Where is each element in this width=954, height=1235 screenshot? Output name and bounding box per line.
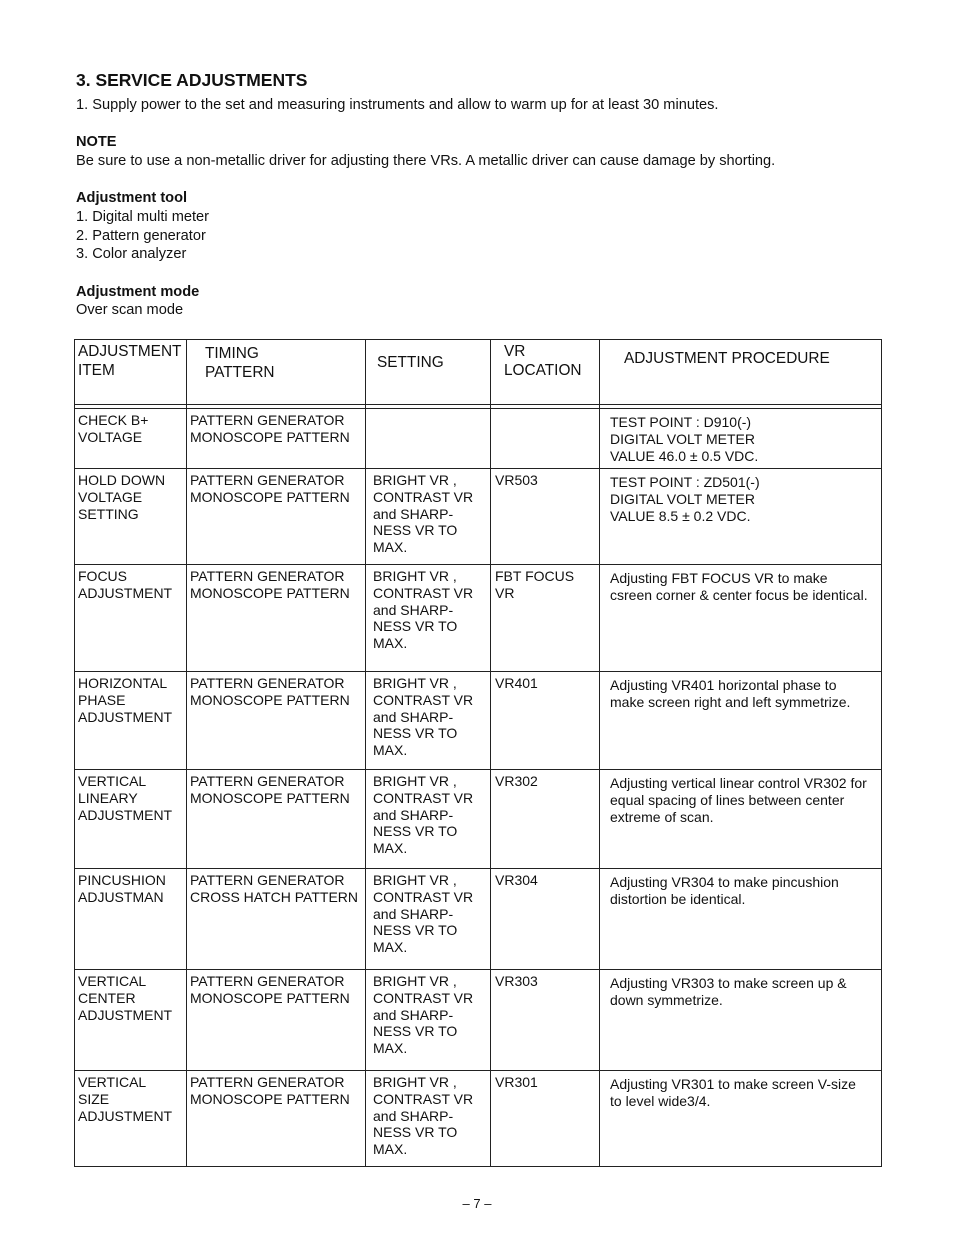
table-row xyxy=(75,970,882,1071)
cell-vr: VR303 xyxy=(495,973,538,989)
table-row xyxy=(75,565,882,672)
note-heading: NOTE xyxy=(76,134,117,150)
table-row xyxy=(75,869,882,970)
table-header-row xyxy=(75,340,882,405)
table-body xyxy=(75,409,882,1167)
adjustment-table xyxy=(74,339,882,1167)
cell-item: VERTICAL SIZE ADJUSTMENT xyxy=(78,1074,173,1124)
cell-vr: VR301 xyxy=(495,1074,538,1090)
cell-setting: BRIGHT VR , CONTRAST VR and SHARP- NESS VR TO MAX. xyxy=(373,872,474,956)
cell-timing: PATTERN GENERATOR MONOSCOPE PATTERN xyxy=(190,773,350,806)
cell-timing: PATTERN GENERATOR MONOSCOPE PATTERN xyxy=(190,1074,350,1107)
intro-text: 1. Supply power to the set and measuring instruments and allow to warm up for at least 30 minutes. xyxy=(76,97,719,113)
cell-procedure: Adjusting VR304 to make pincushion distortion be identical. xyxy=(610,874,839,907)
header-setting: SETTING xyxy=(377,354,444,371)
cell-procedure: TEST POINT : ZD501(-) DIGITAL VOLT METER VALUE 8.5 ± 0.2 VDC. xyxy=(610,474,760,524)
cell-timing: PATTERN GENERATOR MONOSCOPE PATTERN xyxy=(190,412,350,445)
cell-procedure: Adjusting VR303 to make screen up & down symmetrize. xyxy=(610,975,847,1008)
section-title: 3. SERVICE ADJUSTMENTS xyxy=(76,70,308,90)
mode-heading: Adjustment mode xyxy=(76,284,200,300)
cell-setting: BRIGHT VR , CONTRAST VR and SHARP- NESS VR TO MAX. xyxy=(373,1074,474,1158)
tool-heading: Adjustment tool xyxy=(76,190,188,206)
page-number: – 7 – xyxy=(462,1196,492,1211)
cell-item: VERTICAL CENTER ADJUSTMENT xyxy=(78,973,173,1023)
cell-setting: BRIGHT VR , CONTRAST VR and SHARP- NESS VR TO MAX. xyxy=(373,472,474,556)
cell-vr: VR304 xyxy=(495,872,538,888)
cell-procedure: Adjusting VR301 to make screen V-size to level wide3/4. xyxy=(610,1076,856,1109)
header-procedure: ADJUSTMENT PROCEDURE xyxy=(624,350,830,367)
cell-vr: FBT FOCUS VR xyxy=(495,568,575,601)
cell-procedure: Adjusting FBT FOCUS VR to make csreen corner & center focus be identical. xyxy=(610,570,868,603)
note-text: Be sure to use a non-metallic driver for adjusting there VRs. A metallic driver can cause damage by shorting. xyxy=(76,153,776,169)
header-item: ADJUSTMENT ITEM xyxy=(78,343,182,379)
cell-timing: PATTERN GENERATOR MONOSCOPE PATTERN xyxy=(190,675,350,708)
cell-setting: BRIGHT VR , CONTRAST VR and SHARP- NESS VR TO MAX. xyxy=(373,973,474,1057)
cell-setting: BRIGHT VR , CONTRAST VR and SHARP- NESS VR TO MAX. xyxy=(373,773,474,857)
tool-item-2: 2. Pattern generator xyxy=(76,228,206,244)
cell-vr: VR503 xyxy=(495,472,538,488)
table-row xyxy=(75,770,882,869)
tool-item-3: 3. Color analyzer xyxy=(76,246,187,262)
cell-timing: PATTERN GENERATOR MONOSCOPE PATTERN xyxy=(190,568,350,601)
cell-item: VERTICAL LINEARY ADJUSTMENT xyxy=(78,773,173,823)
cell-procedure: Adjusting VR401 horizontal phase to make screen right and left symmetrize. xyxy=(610,677,851,710)
cell-procedure: TEST POINT : D910(-) DIGITAL VOLT METER VALUE 46.0 ± 0.5 VDC. xyxy=(610,414,759,464)
cell-item: PINCUSHION ADJUSTMAN xyxy=(78,872,166,905)
cell-item: HOLD DOWN VOLTAGE SETTING xyxy=(78,472,166,522)
cell-timing: PATTERN GENERATOR MONOSCOPE PATTERN xyxy=(190,472,350,505)
cell-procedure: Adjusting vertical linear control VR302 for equal spacing of lines between center extreme of scan. xyxy=(610,775,867,825)
cell-setting: BRIGHT VR , CONTRAST VR and SHARP- NESS VR TO MAX. xyxy=(373,568,474,652)
mode-text: Over scan mode xyxy=(76,302,184,318)
header-vr: VR LOCATION xyxy=(504,343,582,379)
cell-timing: PATTERN GENERATOR MONOSCOPE PATTERN xyxy=(190,973,350,1006)
tool-item-1: 1. Digital multi meter xyxy=(76,209,210,225)
table-row xyxy=(75,672,882,770)
header-timing: TIMING PATTERN xyxy=(205,345,275,381)
cell-item: FOCUS ADJUSTMENT xyxy=(78,568,173,601)
cell-vr: VR401 xyxy=(495,675,538,691)
cell-item: CHECK B+ VOLTAGE xyxy=(78,412,149,445)
cell-setting: BRIGHT VR , CONTRAST VR and SHARP- NESS VR TO MAX. xyxy=(373,675,474,759)
table-row xyxy=(75,469,882,565)
cell-timing: PATTERN GENERATOR CROSS HATCH PATTERN xyxy=(190,872,359,905)
cell-vr: VR302 xyxy=(495,773,538,789)
table-row xyxy=(75,409,882,469)
table-row xyxy=(75,1071,882,1167)
cell-item: HORIZONTAL PHASE ADJUSTMENT xyxy=(78,675,173,725)
